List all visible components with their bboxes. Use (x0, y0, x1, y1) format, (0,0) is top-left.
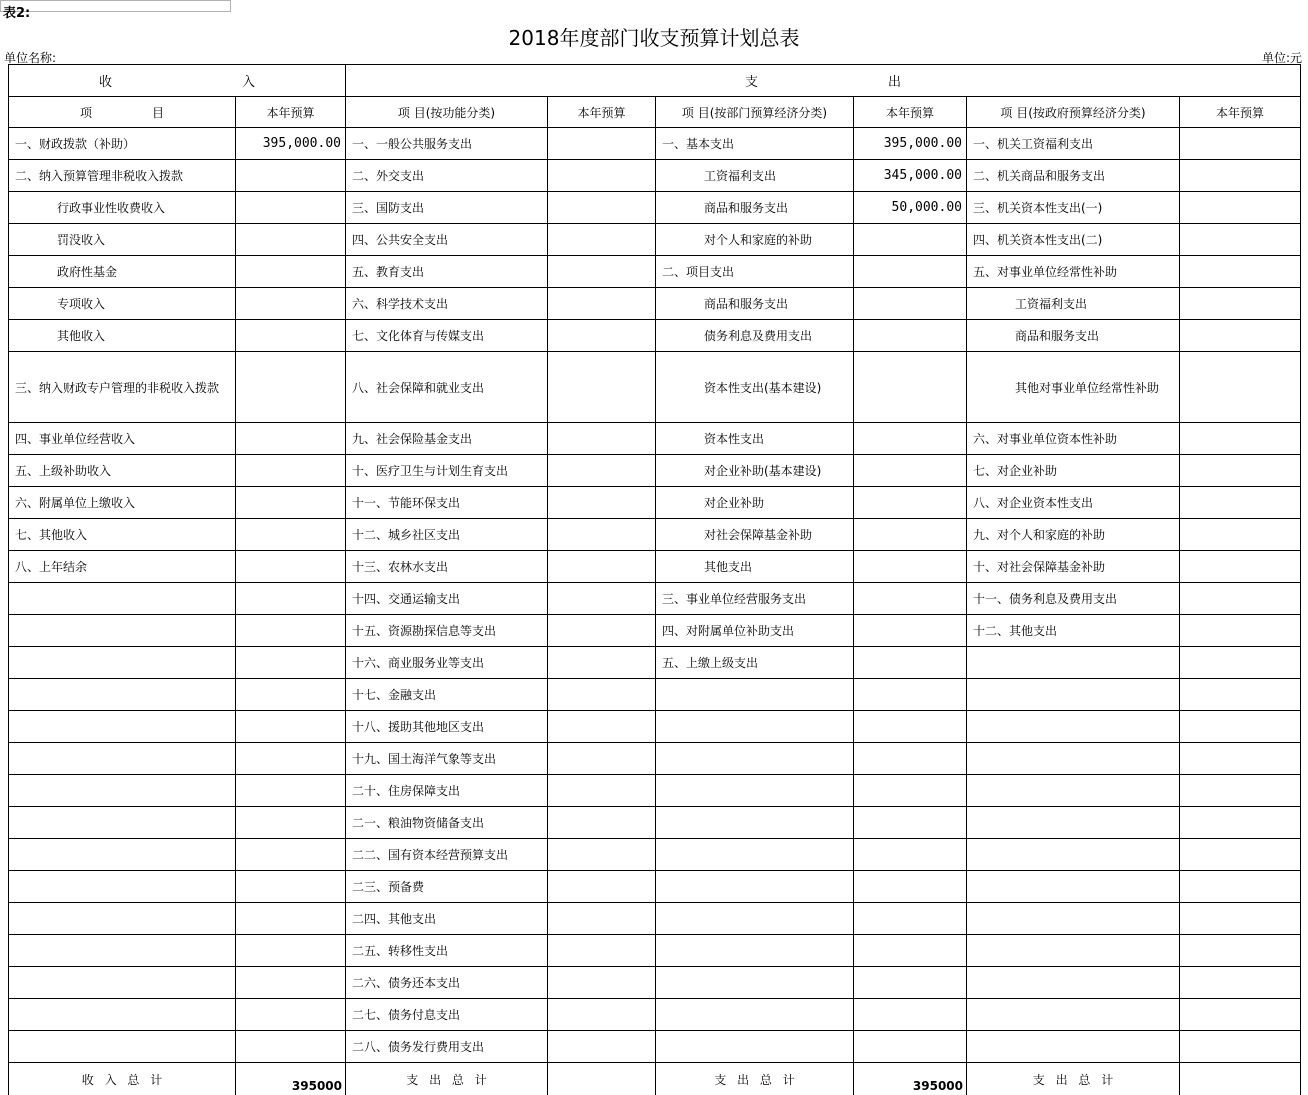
gov-value-cell[interactable] (1180, 775, 1301, 807)
column-header-0[interactable]: 项 目 (9, 97, 236, 128)
income-item-cell[interactable]: 一、财政拨款（补助） (9, 128, 236, 160)
income-item-cell[interactable] (9, 935, 236, 967)
sheet-label: 表2: (3, 6, 31, 21)
dept-item-cell[interactable]: 商品和服务支出 (656, 288, 854, 320)
func-value-cell[interactable] (548, 935, 656, 967)
func-value-cell[interactable] (548, 256, 656, 288)
dept-item-cell[interactable] (656, 743, 854, 775)
gov-item-cell[interactable]: 十二、其他支出 (967, 615, 1180, 647)
func-value-cell[interactable] (548, 903, 656, 935)
gov-total-value[interactable] (1180, 1063, 1301, 1095)
income-item-cell[interactable]: 三、纳入财政专户管理的非税收入拨款 (9, 352, 236, 423)
func-item-cell[interactable]: 十、医疗卫生与计划生育支出 (346, 455, 548, 487)
gov-item-cell[interactable] (967, 647, 1180, 679)
income-value-cell[interactable] (236, 871, 346, 903)
income-item-cell[interactable] (9, 743, 236, 775)
income-value-cell[interactable] (236, 192, 346, 224)
income-total-label[interactable]: 收 入 总 计 (9, 1063, 236, 1095)
func-item-cell[interactable]: 四、公共安全支出 (346, 224, 548, 256)
func-value-cell[interactable] (548, 519, 656, 551)
dept-value-cell[interactable] (854, 288, 967, 320)
func-value-cell[interactable] (548, 487, 656, 519)
income-value-cell[interactable] (236, 583, 346, 615)
dept-value-cell[interactable] (854, 775, 967, 807)
gov-item-cell[interactable]: 七、对企业补助 (967, 455, 1180, 487)
dept-value-cell[interactable] (854, 423, 967, 455)
func-item-cell[interactable]: 二一、粮油物资储备支出 (346, 807, 548, 839)
dept-item-cell[interactable] (656, 807, 854, 839)
gov-value-cell[interactable] (1180, 999, 1301, 1031)
dept-value-cell[interactable] (854, 583, 967, 615)
func-item-cell[interactable]: 五、教育支出 (346, 256, 548, 288)
func-value-cell[interactable] (548, 647, 656, 679)
income-item-cell[interactable] (9, 903, 236, 935)
func-value-cell[interactable] (548, 615, 656, 647)
dept-value-cell[interactable] (854, 224, 967, 256)
income-value-cell[interactable] (236, 615, 346, 647)
func-value-cell[interactable] (548, 192, 656, 224)
dept-value-cell[interactable] (854, 256, 967, 288)
func-item-cell[interactable]: 二二、国有资本经营预算支出 (346, 839, 548, 871)
income-value-cell[interactable] (236, 423, 346, 455)
dept-item-cell[interactable]: 对企业补助(基本建设) (656, 455, 854, 487)
dept-item-cell[interactable] (656, 903, 854, 935)
func-total-label[interactable]: 支 出 总 计 (346, 1063, 548, 1095)
column-header-2[interactable]: 项 目(按功能分类) (346, 97, 548, 128)
gov-value-cell[interactable] (1180, 288, 1301, 320)
func-value-cell[interactable] (548, 711, 656, 743)
income-item-cell[interactable] (9, 583, 236, 615)
income-value-cell[interactable] (236, 999, 346, 1031)
income-item-cell[interactable] (9, 871, 236, 903)
func-value-cell[interactable] (548, 839, 656, 871)
dept-item-cell[interactable]: 二、项目支出 (656, 256, 854, 288)
dept-value-cell[interactable] (854, 455, 967, 487)
gov-item-cell[interactable] (967, 871, 1180, 903)
gov-value-cell[interactable] (1180, 679, 1301, 711)
income-value-cell[interactable] (236, 455, 346, 487)
income-item-cell[interactable]: 四、事业单位经营收入 (9, 423, 236, 455)
income-value-cell[interactable] (236, 487, 346, 519)
income-item-cell[interactable]: 二、纳入预算管理非税收入拨款 (9, 160, 236, 192)
func-item-cell[interactable]: 二三、预备费 (346, 871, 548, 903)
dept-value-cell[interactable] (854, 320, 967, 352)
income-total-value[interactable]: 395000 (236, 1063, 346, 1095)
gov-item-cell[interactable]: 其他对事业单位经常性补助 (967, 352, 1180, 423)
gov-value-cell[interactable] (1180, 423, 1301, 455)
income-value-cell[interactable] (236, 903, 346, 935)
column-header-5[interactable]: 本年预算 (854, 97, 967, 128)
income-item-cell[interactable]: 行政事业性收费收入 (9, 192, 236, 224)
func-item-cell[interactable]: 三、国防支出 (346, 192, 548, 224)
func-value-cell[interactable] (548, 423, 656, 455)
gov-item-cell[interactable]: 九、对个人和家庭的补助 (967, 519, 1180, 551)
dept-value-cell[interactable] (854, 871, 967, 903)
income-value-cell[interactable] (236, 1031, 346, 1063)
dept-value-cell[interactable]: 395,000.00 (854, 128, 967, 160)
income-item-cell[interactable] (9, 1031, 236, 1063)
income-item-cell[interactable] (9, 679, 236, 711)
gov-item-cell[interactable] (967, 775, 1180, 807)
func-value-cell[interactable] (548, 583, 656, 615)
dept-item-cell[interactable]: 债务利息及费用支出 (656, 320, 854, 352)
func-value-cell[interactable] (548, 455, 656, 487)
gov-value-cell[interactable] (1180, 455, 1301, 487)
gov-item-cell[interactable] (967, 1031, 1180, 1063)
dept-item-cell[interactable]: 商品和服务支出 (656, 192, 854, 224)
func-item-cell[interactable]: 二四、其他支出 (346, 903, 548, 935)
column-header-4[interactable]: 项 目(按部门预算经济分类) (656, 97, 854, 128)
dept-item-cell[interactable] (656, 775, 854, 807)
income-item-cell[interactable] (9, 615, 236, 647)
income-item-cell[interactable] (9, 647, 236, 679)
func-value-cell[interactable] (548, 288, 656, 320)
func-item-cell[interactable]: 二五、转移性支出 (346, 935, 548, 967)
income-item-cell[interactable]: 其他收入 (9, 320, 236, 352)
gov-item-cell[interactable] (967, 807, 1180, 839)
dept-item-cell[interactable]: 资本性支出 (656, 423, 854, 455)
dept-item-cell[interactable] (656, 839, 854, 871)
dept-item-cell[interactable] (656, 935, 854, 967)
dept-value-cell[interactable] (854, 679, 967, 711)
page-title: 2018年度部门收支预算计划总表 (508, 26, 800, 50)
gov-value-cell[interactable] (1180, 1031, 1301, 1063)
dept-value-cell[interactable] (854, 1031, 967, 1063)
income-item-cell[interactable]: 六、附属单位上缴收入 (9, 487, 236, 519)
column-header-7[interactable]: 本年预算 (1180, 97, 1301, 128)
func-value-cell[interactable] (548, 807, 656, 839)
func-value-cell[interactable] (548, 679, 656, 711)
income-value-cell[interactable] (236, 967, 346, 999)
dept-item-cell[interactable]: 五、上缴上级支出 (656, 647, 854, 679)
gov-item-cell[interactable]: 八、对企业资本性支出 (967, 487, 1180, 519)
gov-item-cell[interactable] (967, 903, 1180, 935)
gov-value-cell[interactable] (1180, 647, 1301, 679)
gov-item-cell[interactable]: 十一、债务利息及费用支出 (967, 583, 1180, 615)
func-item-cell[interactable]: 十一、节能环保支出 (346, 487, 548, 519)
gov-value-cell[interactable] (1180, 935, 1301, 967)
gov-value-cell[interactable] (1180, 320, 1301, 352)
cell-selection-outline (0, 0, 231, 12)
func-value-cell[interactable] (548, 320, 656, 352)
dept-item-cell[interactable]: 其他支出 (656, 551, 854, 583)
gov-item-cell[interactable] (967, 711, 1180, 743)
expense-group-header[interactable]: 支 出 (346, 65, 1301, 97)
func-value-cell[interactable] (548, 160, 656, 192)
func-item-cell[interactable]: 二七、债务付息支出 (346, 999, 548, 1031)
income-item-cell[interactable]: 专项收入 (9, 288, 236, 320)
func-item-cell[interactable]: 十四、交通运输支出 (346, 583, 548, 615)
income-group-header[interactable]: 收 入 (9, 65, 346, 97)
unit-name-label: 单位名称: (4, 51, 57, 65)
dept-item-cell[interactable] (656, 967, 854, 999)
dept-value-cell[interactable] (854, 551, 967, 583)
income-value-cell[interactable] (236, 160, 346, 192)
func-item-cell[interactable]: 十五、资源勘探信息等支出 (346, 615, 548, 647)
func-item-cell[interactable]: 一、一般公共服务支出 (346, 128, 548, 160)
func-value-cell[interactable] (548, 128, 656, 160)
dept-item-cell[interactable]: 对企业补助 (656, 487, 854, 519)
column-header-3[interactable]: 本年预算 (548, 97, 656, 128)
gov-item-cell[interactable]: 五、对事业单位经常性补助 (967, 256, 1180, 288)
unit-label: 单位:元 (1261, 51, 1302, 65)
func-value-cell[interactable] (548, 967, 656, 999)
gov-item-cell[interactable] (967, 967, 1180, 999)
income-item-cell[interactable]: 五、上级补助收入 (9, 455, 236, 487)
dept-item-cell[interactable] (656, 871, 854, 903)
func-item-cell[interactable]: 六、科学技术支出 (346, 288, 548, 320)
income-value-cell[interactable] (236, 839, 346, 871)
income-value-cell[interactable] (236, 256, 346, 288)
gov-item-cell[interactable]: 六、对事业单位资本性补助 (967, 423, 1180, 455)
dept-value-cell[interactable] (854, 743, 967, 775)
dept-value-cell[interactable] (854, 615, 967, 647)
income-value-cell[interactable] (236, 352, 346, 423)
gov-value-cell[interactable] (1180, 256, 1301, 288)
gov-value-cell[interactable] (1180, 839, 1301, 871)
gov-value-cell[interactable] (1180, 192, 1301, 224)
gov-item-cell[interactable] (967, 679, 1180, 711)
dept-value-cell[interactable] (854, 519, 967, 551)
dept-item-cell[interactable]: 工资福利支出 (656, 160, 854, 192)
func-value-cell[interactable] (548, 775, 656, 807)
income-item-cell[interactable] (9, 807, 236, 839)
income-item-cell[interactable]: 罚没收入 (9, 224, 236, 256)
income-value-cell[interactable] (236, 288, 346, 320)
gov-value-cell[interactable] (1180, 967, 1301, 999)
income-value-cell[interactable]: 395,000.00 (236, 128, 346, 160)
gov-value-cell[interactable] (1180, 743, 1301, 775)
gov-item-cell[interactable] (967, 839, 1180, 871)
dept-item-cell[interactable] (656, 999, 854, 1031)
income-value-cell[interactable] (236, 320, 346, 352)
income-value-cell[interactable] (236, 775, 346, 807)
gov-value-cell[interactable] (1180, 551, 1301, 583)
income-value-cell[interactable] (236, 807, 346, 839)
func-value-cell[interactable] (548, 871, 656, 903)
func-value-cell[interactable] (548, 743, 656, 775)
dept-value-cell[interactable] (854, 903, 967, 935)
dept-total-label[interactable]: 支 出 总 计 (656, 1063, 854, 1095)
func-total-value[interactable] (548, 1063, 656, 1095)
income-value-cell[interactable] (236, 935, 346, 967)
func-item-cell[interactable]: 八、社会保障和就业支出 (346, 352, 548, 423)
dept-value-cell[interactable] (854, 711, 967, 743)
income-item-cell[interactable]: 政府性基金 (9, 256, 236, 288)
income-item-cell[interactable]: 七、其他收入 (9, 519, 236, 551)
gov-value-cell[interactable] (1180, 128, 1301, 160)
gov-value-cell[interactable] (1180, 807, 1301, 839)
func-value-cell[interactable] (548, 352, 656, 423)
income-item-cell[interactable] (9, 839, 236, 871)
dept-item-cell[interactable]: 一、基本支出 (656, 128, 854, 160)
dept-value-cell[interactable]: 345,000.00 (854, 160, 967, 192)
gov-item-cell[interactable]: 四、机关资本性支出(二) (967, 224, 1180, 256)
func-value-cell[interactable] (548, 551, 656, 583)
income-value-cell[interactable] (236, 679, 346, 711)
func-item-cell[interactable]: 十八、援助其他地区支出 (346, 711, 548, 743)
income-value-cell[interactable] (236, 224, 346, 256)
gov-value-cell[interactable] (1180, 871, 1301, 903)
func-item-cell[interactable]: 七、文化体育与传媒支出 (346, 320, 548, 352)
dept-item-cell[interactable] (656, 711, 854, 743)
income-item-cell[interactable]: 八、上年结余 (9, 551, 236, 583)
gov-value-cell[interactable] (1180, 224, 1301, 256)
gov-item-cell[interactable] (967, 935, 1180, 967)
dept-item-cell[interactable]: 对个人和家庭的补助 (656, 224, 854, 256)
gov-item-cell[interactable]: 商品和服务支出 (967, 320, 1180, 352)
income-value-cell[interactable] (236, 551, 346, 583)
func-item-cell[interactable]: 二八、债务发行费用支出 (346, 1031, 548, 1063)
func-value-cell[interactable] (548, 999, 656, 1031)
func-item-cell[interactable]: 二、外交支出 (346, 160, 548, 192)
func-item-cell[interactable]: 十七、金融支出 (346, 679, 548, 711)
dept-item-cell[interactable]: 四、对附属单位补助支出 (656, 615, 854, 647)
gov-value-cell[interactable] (1180, 160, 1301, 192)
gov-item-cell[interactable] (967, 743, 1180, 775)
gov-item-cell[interactable] (967, 999, 1180, 1031)
func-item-cell[interactable]: 十二、城乡社区支出 (346, 519, 548, 551)
dept-item-cell[interactable] (656, 679, 854, 711)
func-value-cell[interactable] (548, 224, 656, 256)
gov-item-cell[interactable]: 工资福利支出 (967, 288, 1180, 320)
dept-item-cell[interactable]: 对社会保障基金补助 (656, 519, 854, 551)
dept-value-cell[interactable] (854, 487, 967, 519)
gov-item-cell[interactable]: 二、机关商品和服务支出 (967, 160, 1180, 192)
income-value-cell[interactable] (236, 519, 346, 551)
income-value-cell[interactable] (236, 711, 346, 743)
dept-value-cell[interactable] (854, 839, 967, 871)
gov-total-label[interactable]: 支 出 总 计 (967, 1063, 1180, 1095)
column-header-6[interactable]: 项 目(按政府预算经济分类) (967, 97, 1180, 128)
gov-item-cell[interactable]: 十、对社会保障基金补助 (967, 551, 1180, 583)
income-item-cell[interactable] (9, 967, 236, 999)
column-header-1[interactable]: 本年预算 (236, 97, 346, 128)
gov-value-cell[interactable] (1180, 352, 1301, 423)
dept-value-cell[interactable] (854, 807, 967, 839)
func-item-cell[interactable]: 九、社会保险基金支出 (346, 423, 548, 455)
func-item-cell[interactable]: 十三、农林水支出 (346, 551, 548, 583)
func-item-cell[interactable]: 二十、住房保障支出 (346, 775, 548, 807)
income-item-cell[interactable] (9, 775, 236, 807)
func-value-cell[interactable] (548, 1031, 656, 1063)
dept-value-cell[interactable]: 50,000.00 (854, 192, 967, 224)
gov-item-cell[interactable]: 三、机关资本性支出(一) (967, 192, 1180, 224)
gov-value-cell[interactable] (1180, 487, 1301, 519)
gov-value-cell[interactable] (1180, 711, 1301, 743)
gov-value-cell[interactable] (1180, 583, 1301, 615)
dept-value-cell[interactable] (854, 352, 967, 423)
gov-value-cell[interactable] (1180, 615, 1301, 647)
func-item-cell[interactable]: 十九、国土海洋气象等支出 (346, 743, 548, 775)
dept-value-cell[interactable] (854, 967, 967, 999)
gov-item-cell[interactable]: 一、机关工资福利支出 (967, 128, 1180, 160)
func-item-cell[interactable]: 十六、商业服务业等支出 (346, 647, 548, 679)
func-item-cell[interactable]: 二六、债务还本支出 (346, 967, 548, 999)
dept-item-cell[interactable]: 三、事业单位经营服务支出 (656, 583, 854, 615)
dept-total-value[interactable]: 395000 (854, 1063, 967, 1095)
dept-value-cell[interactable] (854, 935, 967, 967)
income-value-cell[interactable] (236, 647, 346, 679)
dept-value-cell[interactable] (854, 647, 967, 679)
gov-value-cell[interactable] (1180, 519, 1301, 551)
dept-item-cell[interactable]: 资本性支出(基本建设) (656, 352, 854, 423)
income-item-cell[interactable] (9, 999, 236, 1031)
income-item-cell[interactable] (9, 711, 236, 743)
budget-table (8, 64, 1301, 1095)
income-value-cell[interactable] (236, 743, 346, 775)
dept-value-cell[interactable] (854, 999, 967, 1031)
dept-item-cell[interactable] (656, 1031, 854, 1063)
gov-value-cell[interactable] (1180, 903, 1301, 935)
